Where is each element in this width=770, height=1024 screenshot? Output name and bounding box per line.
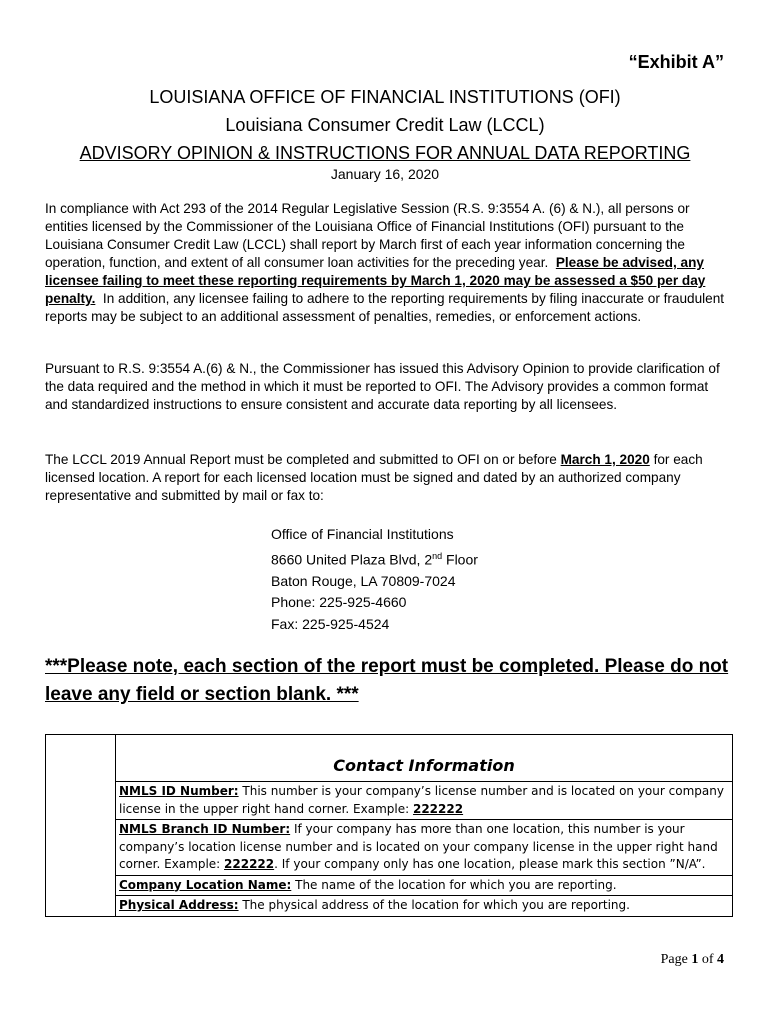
submission-text: The LCCL 2019 Annual Report must be completed and submitted to OFI on or before [45, 452, 557, 467]
table-row [46, 782, 733, 820]
blank-column [46, 735, 116, 917]
header-law: Louisiana Consumer Credit Law (LCCL) [225, 115, 545, 135]
exhibit-label: “Exhibit A” [628, 52, 724, 72]
page-number: Page 1 of 4 [660, 952, 724, 967]
address-fax: Fax: 225-925-4524 [271, 615, 390, 632]
table-row [46, 735, 733, 782]
section-title: Contact Information [116, 735, 733, 782]
row-physical-address: Physical Address: The physical address of the location for which you are reporting. [116, 896, 733, 917]
table-row [46, 875, 733, 896]
paragraph-submission [45, 451, 730, 505]
paragraph-advisory: Pursuant to R.S. 9:3554 A.(6) & N., the Commissioner has issued this Advisory Opinion to provide clarification of the data required and the method in which it must be reported to OFI. The Advisory provides a common format and standardized instructions to ensure consistent and accurate data reporting by all licensees. [45, 361, 720, 412]
table-row [46, 820, 733, 876]
deadline-date: March 1, 2020 [560, 452, 650, 467]
contact-information-table [45, 734, 733, 917]
row-company-location-name: Company Location Name: The name of the location for which you are reporting. [116, 875, 733, 896]
row-nmls-id: NMLS ID Number: This number is your company’s license number and is located on your company license in the upper right hand corner. Example: 222222 [116, 782, 733, 820]
address-city: Baton Rouge, LA 70809-7024 [271, 572, 456, 589]
penalty-warning: Please be advised, any licensee failing to meet these reporting requirements by March 1, 2020 may be assessed a $50 per day penalty. [45, 255, 706, 306]
completion-note: ***Please note, each section of the report must be completed. Please do not leave any field or section blank. *** [45, 656, 729, 705]
address-street: 8660 United Plaza Blvd, 2nd Floor [271, 550, 478, 568]
paragraph-compliance [45, 200, 730, 326]
header-title: ADVISORY OPINION & INSTRUCTIONS FOR ANNUAL DATA REPORTING [79, 143, 691, 163]
document-date: January 16, 2020 [330, 166, 440, 182]
table-row [46, 896, 733, 917]
header-agency: LOUISIANA OFFICE OF FINANCIAL INSTITUTIONS (OFI) [149, 87, 621, 107]
paragraph-compliance-text: In compliance with Act 293 of the 2014 Regular Legislative Session (R.S. 9:3554 A. (6) & N.), all persons or entities licensed by the Commissioner of the Louisiana Office of Financial Institutions (OFI) pursuant to the Louisiana Consumer Credit Law (LCCL) shall report by March first of each year information concerning the operation, function, and extent of all consumer loan activities for the preceding year. [45, 201, 690, 270]
address-phone: Phone: 225-925-4660 [271, 594, 407, 611]
submission-tail: for each licensed location. A report for each licensed location must be signed and dated by an authorized company representative and submitted by mail or fax to: [45, 452, 703, 503]
row-nmls-branch-id: NMLS Branch ID Number: If your company has more than one location, this number is your company’s location license number and is located on your company license in the upper right hand corner. Example: 222222. If your company only has one location, please mark this section ”N/A”. [116, 820, 733, 876]
paragraph-compliance-tail: In addition, any licensee failing to adhere to the reporting requirements by filing inaccurate or fraudulent reports may be subject to an additional assessment of penalties, remedies, or enforcement actions. [45, 291, 725, 324]
mailing-address [271, 524, 478, 635]
address-name: Office of Financial Institutions [271, 526, 454, 542]
